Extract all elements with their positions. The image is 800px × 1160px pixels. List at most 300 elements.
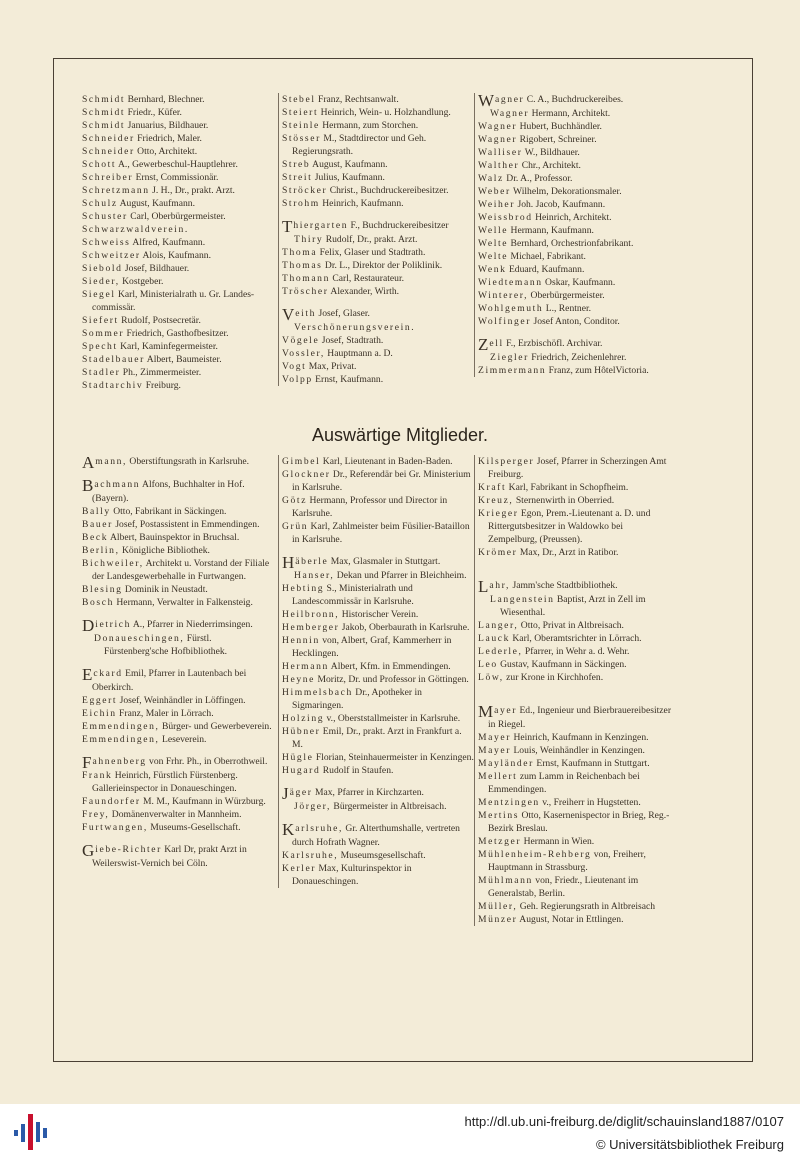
member-detail: Rudolf in Staufen. xyxy=(320,765,394,776)
member-entry xyxy=(478,744,674,757)
member-entry xyxy=(282,725,474,751)
member-name: Heyne xyxy=(282,674,316,685)
member-entry xyxy=(282,132,474,158)
member-detail: Otto, Privat in Altbreisach. xyxy=(518,620,624,631)
member-name: Wenk xyxy=(478,264,507,275)
member-name: Weissbrod xyxy=(478,212,533,223)
member-name: Verschönerungsverein. xyxy=(294,322,416,333)
member-entry xyxy=(478,302,674,315)
member-detail: Michael, Fabrikant. xyxy=(508,251,586,262)
member-name: Müller, xyxy=(478,901,518,912)
member-name: Schmidt xyxy=(82,94,126,105)
member-entry xyxy=(82,795,278,808)
member-detail: Friedrich, Gasthofbesitzer. xyxy=(124,328,229,339)
member-detail: Königliche Bibliothek. xyxy=(119,545,210,556)
member-entry xyxy=(282,784,474,803)
member-name: Frey, xyxy=(82,809,110,820)
member-detail: Gr. Alterthumshalle, vertreten durch Hofrath Wagner. xyxy=(292,823,460,848)
member-entry xyxy=(282,494,474,520)
member-detail: August, Kaufmann. xyxy=(117,198,195,209)
member-detail: Bürger- und Gewerbeverein. xyxy=(159,721,272,732)
member-name: Schmidt xyxy=(82,107,126,118)
member-detail: Dr., Referendär bei Gr. Ministerium in Karlsruhe. xyxy=(292,469,471,493)
member-name: Walliser xyxy=(478,147,523,158)
member-name: Mayländer xyxy=(478,758,534,769)
member-entry xyxy=(478,704,674,731)
member-entry xyxy=(82,366,278,379)
member-detail: Rudolf, Postsecretär. xyxy=(118,315,201,326)
member-name: Mühlenheim-Rehberg xyxy=(478,849,592,860)
member-name: Glockner xyxy=(282,469,331,480)
member-name: Steinle xyxy=(282,120,320,131)
member-name: Stösser xyxy=(282,133,321,144)
member-entry xyxy=(478,185,674,198)
member-name: Lauck xyxy=(478,633,510,644)
member-entry xyxy=(478,455,674,481)
member-detail: Emil, Dr., prakt. Arzt in Frankfurt a. M. xyxy=(292,726,462,750)
member-detail: Franz, Maler in Lörrach. xyxy=(116,708,214,719)
member-detail: Ph., Zimmermeister. xyxy=(120,367,202,378)
member-name: Langenstein xyxy=(490,594,555,605)
member-entry xyxy=(478,315,674,328)
member-detail: Josef, Pfarrer in Scherzingen Amt Freiburg. xyxy=(488,456,667,480)
member-detail: Historischer Verein. xyxy=(339,609,419,620)
member-detail: Alfred, Kaufmann. xyxy=(130,237,206,248)
member-entry xyxy=(478,198,674,211)
member-name: Stadtarchiv xyxy=(82,380,144,391)
member-entry xyxy=(478,848,674,874)
member-detail: Friedrich, Maler. xyxy=(134,133,202,144)
member-name: Lederle, xyxy=(478,646,523,657)
member-entry xyxy=(82,379,278,392)
member-detail: F., Erzbischöfl. Archivar. xyxy=(503,338,603,349)
member-detail: Julius, Kaufmann. xyxy=(312,172,385,183)
initial-letter: B xyxy=(82,476,94,495)
member-detail: Friedrich, Zeichenlehrer. xyxy=(528,352,627,363)
member-name: Leo xyxy=(478,659,498,670)
member-name: Ziegler xyxy=(490,352,529,363)
member-entry xyxy=(282,171,474,184)
member-name: Welte xyxy=(478,251,509,262)
member-entry xyxy=(478,120,674,133)
footer-bar xyxy=(0,1104,800,1160)
member-detail: Friedr., Küfer. xyxy=(125,107,182,118)
member-entry xyxy=(478,757,674,770)
member-entry xyxy=(478,796,674,809)
member-entry xyxy=(478,276,674,289)
member-detail: Museumsgesellschaft. xyxy=(338,850,426,861)
member-detail: Karl, Kaminfegermeister. xyxy=(117,341,218,352)
member-name: mann, xyxy=(95,456,127,467)
member-detail: Kostgeber. xyxy=(119,276,164,287)
member-entry xyxy=(478,481,674,494)
member-entry xyxy=(478,900,674,913)
member-entry xyxy=(282,764,474,777)
member-detail: Franz, zum HôtelVictoria. xyxy=(546,365,649,376)
member-name: Sommer xyxy=(82,328,125,339)
member-detail: Alfons, Buchhalter in Hof. (Bayern). xyxy=(92,479,245,504)
member-name: Strohm xyxy=(282,198,320,209)
member-entry xyxy=(82,145,278,158)
member-detail: A., Gewerbeschul-Hauptlehrer. xyxy=(116,159,238,170)
member-name: Schwarzwaldverein. xyxy=(82,224,189,235)
member-detail: von, Friedr., Lieutenant im Generalstab, Berlin. xyxy=(488,875,639,899)
member-entry xyxy=(282,106,474,119)
member-name: Metzger xyxy=(478,836,522,847)
member-detail: Heinrich, Architekt. xyxy=(532,212,612,223)
member-entry xyxy=(82,158,278,171)
member-entry xyxy=(82,808,278,821)
member-name: ahnenberg xyxy=(92,756,147,767)
member-entry xyxy=(282,285,474,298)
member-detail: Gustav, Kaufmann in Säckingen. xyxy=(497,659,627,670)
member-entry xyxy=(82,210,278,223)
member-detail: Hermann, Kaufmann. xyxy=(508,225,594,236)
member-name: Wohlgemuth xyxy=(478,303,544,314)
member-detail: Domänenverwalter in Mannheim. xyxy=(109,809,242,820)
member-entry xyxy=(82,821,278,834)
member-name: Emmendingen, xyxy=(82,734,160,745)
member-entry xyxy=(478,335,674,354)
member-entry xyxy=(82,518,278,531)
member-entry xyxy=(478,159,674,172)
member-detail: Baptist, Arzt in Zell im Wiesenthal. xyxy=(500,594,646,618)
member-entry xyxy=(82,288,278,314)
member-name: Siegel xyxy=(82,289,116,300)
member-name: Tröscher xyxy=(282,286,329,297)
member-name: achmann xyxy=(94,479,141,490)
member-entry xyxy=(82,249,278,262)
member-detail: Karl, Zahlmeister beim Füsilier-Bataillon in Karlsruhe. xyxy=(292,521,470,545)
member-entry xyxy=(478,809,674,835)
member-entry xyxy=(478,632,674,645)
member-entry xyxy=(282,321,474,334)
member-detail: v., Freiherr in Hugstetten. xyxy=(539,797,641,808)
member-detail: Wilhelm, Dekorationsmaler. xyxy=(510,186,622,197)
member-detail: Florian, Steinhauermeister in Kenzingen. xyxy=(313,752,474,763)
member-name: Stadler xyxy=(82,367,121,378)
column-bottom-right xyxy=(474,455,674,926)
initial-letter: M xyxy=(478,702,494,721)
initial-letter: A xyxy=(82,453,95,472)
member-entry xyxy=(82,93,278,106)
member-detail: Januarius, Bildhauer. xyxy=(125,120,209,131)
member-detail: Dr. A., Professor. xyxy=(503,173,573,184)
member-name: Hübner xyxy=(282,726,321,737)
member-detail: Jakob, Oberbaurath in Karlsruhe. xyxy=(339,622,470,633)
member-entry xyxy=(478,289,674,302)
member-detail: Joh. Jacob, Kaufmann. xyxy=(515,199,606,210)
member-name: Mellert xyxy=(478,771,518,782)
member-detail: Hauptmann a. D. xyxy=(324,348,393,359)
library-logo-icon xyxy=(12,1112,50,1152)
member-detail: C. A., Buchdruckereibes. xyxy=(524,94,624,105)
member-detail: Karl, Oberamtsrichter in Lörrach. xyxy=(509,633,642,644)
member-detail: Alexander, Wirth. xyxy=(328,286,400,297)
member-detail: Moritz, Dr. und Professor in Göttingen. xyxy=(315,674,469,685)
member-name: Münzer xyxy=(478,914,518,925)
member-detail: Rigobert, Schreiner. xyxy=(517,134,597,145)
member-name: Schretzmann xyxy=(82,185,150,196)
member-detail: Christ., Buchdruckereibesitzer. xyxy=(327,185,449,196)
member-detail: Max, Kulturinspektor in Donaueschingen. xyxy=(292,863,412,887)
initial-letter: E xyxy=(82,665,93,684)
member-entry xyxy=(478,770,674,796)
member-entry xyxy=(282,862,474,888)
member-detail: Hermann, Architekt. xyxy=(529,108,611,119)
member-detail: Oskar, Kaufmann. xyxy=(542,277,616,288)
member-detail: August, Kaufmann. xyxy=(310,159,388,170)
member-name: ell xyxy=(489,338,504,349)
member-name: Blesing xyxy=(82,584,123,595)
member-entry xyxy=(82,632,278,658)
column-top-middle xyxy=(278,93,474,386)
member-name: Hebting xyxy=(282,583,325,594)
member-name: Vossler, xyxy=(282,348,325,359)
member-detail: Otto, Fabrikant in Säckingen. xyxy=(110,506,227,517)
member-name: Stebel xyxy=(282,94,316,105)
member-detail: von, Freiherr, Hauptmann in Strassburg. xyxy=(488,849,646,873)
member-entry xyxy=(82,275,278,288)
member-name: Faundorfer xyxy=(82,796,141,807)
member-entry xyxy=(82,720,278,733)
member-name: Holzing xyxy=(282,713,325,724)
member-name: Hennin xyxy=(282,635,320,646)
member-name: Vögele xyxy=(282,335,320,346)
member-detail: Leseverein. xyxy=(159,734,207,745)
member-detail: Bernhard, Blechner. xyxy=(125,94,205,105)
member-entry xyxy=(478,494,674,507)
member-name: Schneider xyxy=(82,146,135,157)
member-detail: Hermann, Professor und Director in Karlsruhe. xyxy=(292,495,448,519)
member-detail: Max, Privat. xyxy=(306,361,357,372)
member-detail: von, Albert, Graf, Kammerherr in Hecklingen. xyxy=(292,635,452,659)
member-detail: Hermann, Verwalter in Falkensteig. xyxy=(113,597,253,608)
member-detail: Josef, Stadtrath. xyxy=(319,335,384,346)
member-detail: Otto, Kasernenispector in Brieg, Reg.-Bezirk Breslau. xyxy=(488,810,670,834)
member-entry xyxy=(82,119,278,132)
member-entry xyxy=(82,667,278,694)
member-name: eith xyxy=(295,308,317,319)
member-name: Streit xyxy=(282,172,313,183)
member-name: Schuster xyxy=(82,211,128,222)
member-entry xyxy=(478,172,674,185)
member-name: Wagner xyxy=(478,134,518,145)
member-entry xyxy=(478,146,674,159)
member-detail: Fürstl. Fürstenberg'sche Hofbibliothek. xyxy=(104,633,228,657)
member-entry xyxy=(478,211,674,224)
member-name: Zimmermann xyxy=(478,365,547,376)
member-name: Schweitzer xyxy=(82,250,141,261)
member-entry xyxy=(82,707,278,720)
member-entry xyxy=(82,531,278,544)
member-detail: Chr., Architekt. xyxy=(519,160,581,171)
member-name: Bauer xyxy=(82,519,113,530)
member-detail: Dekan und Pfarrer in Bleichheim. xyxy=(334,570,467,581)
member-detail: Ernst, Commissionär. xyxy=(133,172,219,183)
member-entry xyxy=(282,553,474,572)
member-entry xyxy=(282,800,474,813)
member-name: Kerler xyxy=(282,863,317,874)
initial-letter: W xyxy=(478,91,495,110)
member-detail: Sternenwirth in Oberried. xyxy=(513,495,615,506)
column-bottom-middle xyxy=(278,455,474,888)
member-detail: Karl, Lieutenant in Baden-Baden. xyxy=(320,456,453,467)
member-detail: Bürgermeister in Altbreisach. xyxy=(331,801,447,812)
member-name: Thiry xyxy=(294,234,324,245)
member-entry xyxy=(82,733,278,746)
member-entry xyxy=(282,197,474,210)
member-name: Schmidt xyxy=(82,120,126,131)
member-entry xyxy=(282,259,474,272)
member-detail: J. H., Dr., prakt. Arzt. xyxy=(149,185,235,196)
member-name: Grün xyxy=(282,521,309,532)
member-name: Mayer xyxy=(478,732,512,743)
member-entry xyxy=(478,874,674,900)
member-detail: Hermann, zum Storchen. xyxy=(319,120,419,131)
member-name: ietrich xyxy=(95,619,131,630)
initial-letter: V xyxy=(282,305,295,324)
member-name: Hügle xyxy=(282,752,314,763)
member-name: Weber xyxy=(478,186,511,197)
member-name: Mühlmann xyxy=(478,875,533,886)
member-entry xyxy=(282,712,474,725)
member-detail: Josef, Bildhauer. xyxy=(122,263,190,274)
member-detail: von Frhr. Ph., in Oberrothweil. xyxy=(146,756,268,767)
member-entry xyxy=(478,731,674,744)
member-entry xyxy=(478,835,674,848)
member-entry xyxy=(82,453,278,472)
member-entry xyxy=(478,237,674,250)
member-name: Streb xyxy=(282,159,311,170)
member-name: Mentzingen xyxy=(478,797,540,808)
section-heading: Auswärtige Mitglieder. xyxy=(311,425,489,445)
member-name: Kreuz, xyxy=(478,495,514,506)
initial-letter: D xyxy=(82,616,95,635)
member-entry xyxy=(282,520,474,546)
member-entry xyxy=(478,658,674,671)
member-name: arlsruhe, xyxy=(295,823,343,834)
member-entry xyxy=(478,619,674,632)
copyright-text: © Universitätsbibliothek Freiburg xyxy=(595,1137,784,1152)
member-detail: A., Pfarrer in Niederrimsingen. xyxy=(131,619,253,630)
member-name: Frank xyxy=(82,770,113,781)
member-detail: Oberbürgermeister. xyxy=(528,290,605,301)
member-detail: August, Notar in Ettlingen. xyxy=(517,914,624,925)
member-name: Thomann xyxy=(282,273,330,284)
member-entry xyxy=(282,751,474,764)
member-entry xyxy=(282,569,474,582)
member-entry xyxy=(478,645,674,658)
member-detail: Josef Anton, Conditor. xyxy=(531,316,620,327)
member-name: Schneider xyxy=(82,133,135,144)
member-name: Karlsruhe, xyxy=(282,850,339,861)
member-name: Schulz xyxy=(82,198,118,209)
member-entry xyxy=(478,107,674,120)
member-entry xyxy=(282,686,474,712)
member-detail: Max, Glasmaler in Stuttgart. xyxy=(328,556,441,567)
member-name: Götz xyxy=(282,495,308,506)
member-name: Thoma xyxy=(282,247,318,258)
member-name: Volpp xyxy=(282,374,313,385)
member-name: ahr, xyxy=(489,580,511,591)
member-name: iebe-Richter xyxy=(95,844,162,855)
member-detail: Ed., Ingenieur und Bierbrauereibesitzer in Riegel. xyxy=(488,705,672,730)
member-detail: Geh. Regierungsrath in Altbreisach xyxy=(517,901,656,912)
member-entry xyxy=(82,843,278,870)
member-name: Vogt xyxy=(282,361,307,372)
member-detail: L., Rentner. xyxy=(543,303,592,314)
member-name: Schott xyxy=(82,159,117,170)
member-entry xyxy=(282,334,474,347)
document-url-link[interactable]: http://dl.ub.uni-freiburg.de/diglit/schauinsland1887/0107 xyxy=(464,1114,784,1129)
member-name: Krieger xyxy=(478,508,519,519)
member-detail: Heinrich, Fürstlich Fürstenberg. Gallerieinspector in Donaueschingen. xyxy=(92,770,238,794)
member-name: Furtwangen, xyxy=(82,822,148,833)
member-detail: M. M., Kaufmann in Würzburg. xyxy=(140,796,266,807)
member-name: Kilsperger xyxy=(478,456,535,467)
member-name: Hermann xyxy=(282,661,329,672)
member-entry xyxy=(478,364,674,377)
member-detail: zur Krone in Kirchhofen. xyxy=(503,672,604,683)
member-name: Walz xyxy=(478,173,504,184)
member-detail: Albert, Baumeister. xyxy=(144,354,222,365)
member-entry xyxy=(82,340,278,353)
member-entry xyxy=(82,505,278,518)
member-detail: Carl, Oberbürgermeister. xyxy=(127,211,226,222)
member-entry xyxy=(478,593,674,619)
member-name: Siefert xyxy=(82,315,119,326)
member-name: Berlin, xyxy=(82,545,120,556)
initial-letter: K xyxy=(282,820,295,839)
member-name: Mertins xyxy=(478,810,520,821)
member-entry xyxy=(282,673,474,686)
member-name: Jörger, xyxy=(294,801,332,812)
member-detail: Jamm'sche Stadtbibliothek. xyxy=(510,580,618,591)
member-detail: Albert, Kfm. in Emmendingen. xyxy=(328,661,451,672)
member-name: Steiert xyxy=(282,107,319,118)
member-name: Hemberger xyxy=(282,622,340,633)
member-detail: Karl, Ministerialrath u. Gr. Landes-commissär. xyxy=(92,289,255,313)
member-detail: Bernhard, Orchestrionfabrikant. xyxy=(508,238,634,249)
member-detail: Heinrich, Wein- u. Holzhandlung. xyxy=(318,107,451,118)
member-entry xyxy=(282,347,474,360)
member-detail: Alois, Kaufmann. xyxy=(140,250,211,261)
member-name: Wagner xyxy=(478,121,518,132)
member-detail: Dominik in Neustadt. xyxy=(122,584,208,595)
member-entry xyxy=(478,671,674,684)
initial-letter: T xyxy=(282,217,293,236)
member-name: Ströcker xyxy=(282,185,328,196)
member-entry xyxy=(82,616,278,635)
member-entry xyxy=(282,608,474,621)
member-detail: zum Lamm in Reichenbach bei Emmendingen. xyxy=(488,771,640,795)
member-name: Bichweiler, xyxy=(82,558,144,569)
member-name: Mayer xyxy=(478,745,512,756)
member-entry xyxy=(82,769,278,795)
member-detail: Ernst, Kaufmann. xyxy=(312,374,384,385)
member-detail: v., Oberststallmeister in Karlsruhe. xyxy=(324,713,461,724)
member-entry xyxy=(282,305,474,324)
member-detail: F., Buchdruckereibesitzer xyxy=(348,220,449,231)
member-name: Stadelbauer xyxy=(82,354,145,365)
member-name: Walther xyxy=(478,160,520,171)
member-entry xyxy=(282,373,474,386)
member-detail: Josef, Glaser. xyxy=(316,308,370,319)
member-detail: Max, Dr., Arzt in Ratibor. xyxy=(517,547,619,558)
member-detail: Max, Pfarrer in Kirchzarten. xyxy=(312,787,424,798)
member-name: Löw, xyxy=(478,672,504,683)
